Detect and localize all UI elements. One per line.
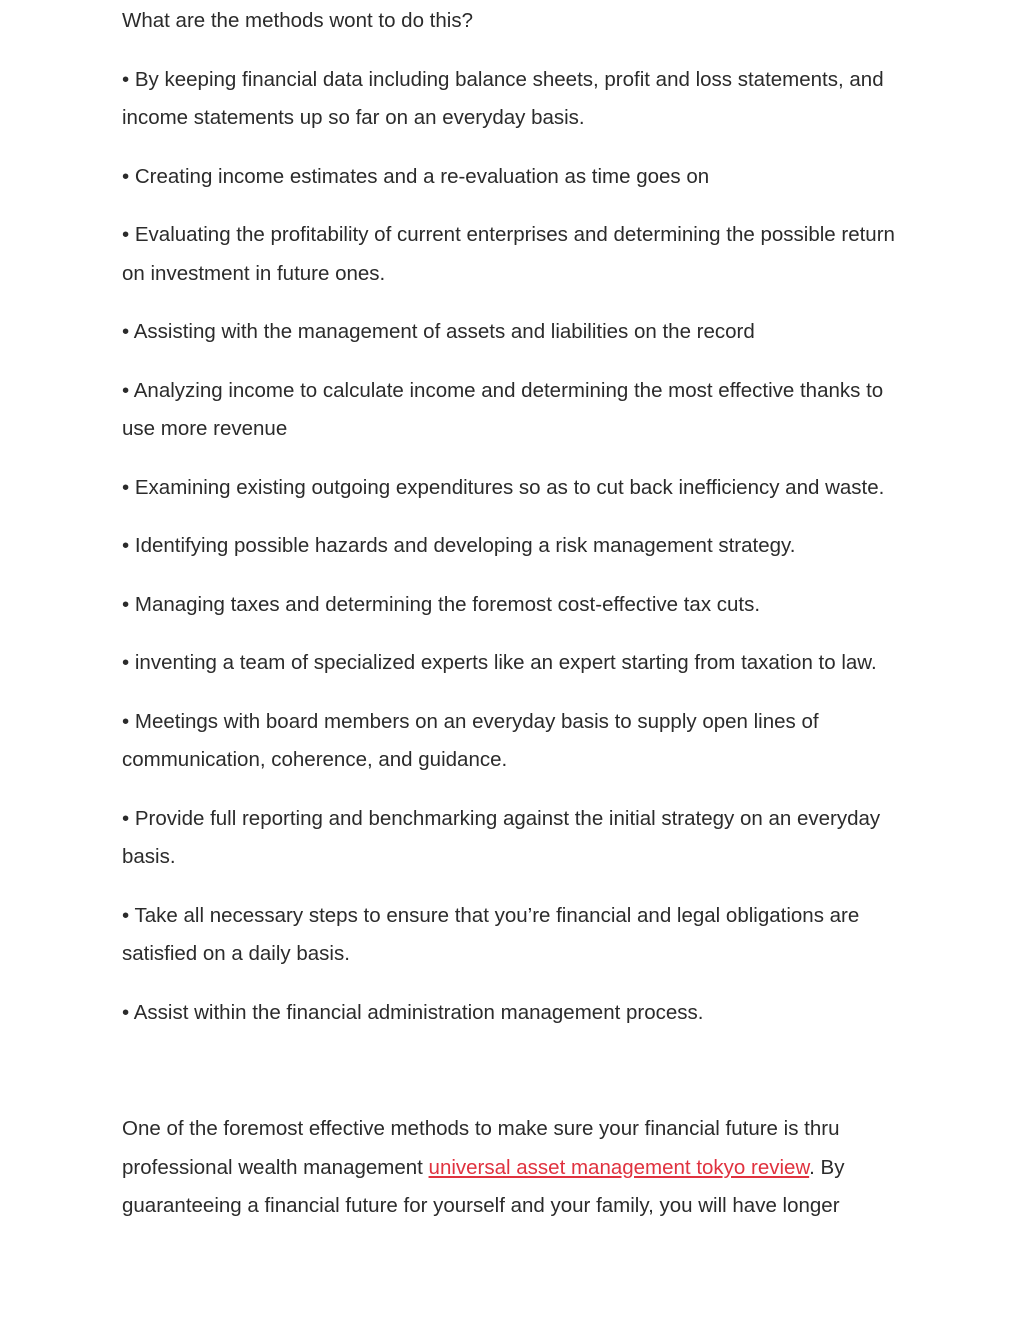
bullet-item-hazards: • Identifying possible hazards and developing a risk management strategy.: [122, 534, 796, 557]
bullet-item-expenditures: • Examining existing outgoing expenditures so as to cut back inefficiency and waste.: [122, 475, 885, 499]
bullet-item-obligations: • Take all necessary steps to ensure that you’re financial and legal obligations are satisfied on a daily basis.: [122, 903, 860, 965]
bullet-item-administration: • Assist within the financial administration management process.: [122, 1000, 704, 1024]
review-link[interactable]: universal asset management tokyo review: [428, 1155, 810, 1179]
bullet-item-taxes: • Managing taxes and determining the foremost cost-effective tax cuts.: [122, 592, 761, 616]
bullet-item-income-estimates: • Creating income estimates and a re-evaluation as time goes on: [122, 164, 710, 188]
bullet-item-board-meetings: • Meetings with board members on an everyday basis to supply open lines of communication, coherence, and guidance.: [122, 709, 819, 771]
document-page: [122, 0, 912, 1226]
closing-paragraph: [122, 1110, 912, 1226]
bullet-item-analyzing-income: • Analyzing income to calculate income and determining the most effective thanks to use more revenue: [122, 378, 884, 440]
bullet-item-assets-liabilities: • Assisting with the management of assets and liabilities on the record: [122, 320, 755, 343]
closing-text-before-link: One of the foremost effective methods to make sure your financial future is thru professional wealth management: [122, 1117, 840, 1179]
bullet-item-financial-data: • By keeping financial data including balance sheets, profit and loss statements, and income statements up so far on an everyday basis.: [122, 67, 884, 129]
section-question: What are the methods wont to do this?: [122, 9, 473, 32]
bullet-item-experts: • inventing a team of specialized experts like an expert starting from taxation to law.: [122, 651, 877, 674]
bullet-item-profitability: • Evaluating the profitability of current enterprises and determining the possible return on investment in future ones.: [122, 223, 895, 285]
bullet-item-reporting: • Provide full reporting and benchmarking against the initial strategy on an everyday basis.: [122, 806, 881, 868]
closing-text-after-link: . By guaranteeing a financial future for yourself and your family, you will have longer: [122, 1155, 845, 1217]
